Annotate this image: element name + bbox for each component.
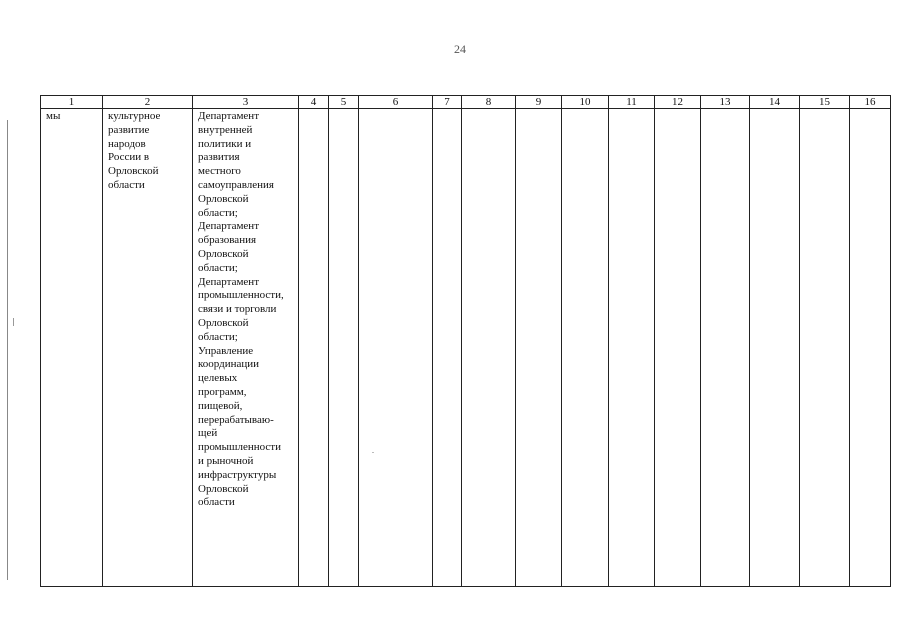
column-header-4: 4	[299, 96, 329, 109]
column-header-13: 13	[701, 96, 750, 109]
cell-col1-text: мы	[46, 110, 61, 122]
cell-col1	[41, 109, 103, 587]
page-number: 24	[454, 42, 466, 56]
column-header-3: 3	[193, 96, 299, 109]
cell-col3-text: Департамент внутренней политики и развития местного самоуправления Орловской области; Департамент образования Орловской области; Департамент промышленности, связи и торговли Орловской области; Управление координации целевых программ, пищевой, перерабатываю- щей промышленности и рыночной инфраструктуры Орловской области	[198, 110, 284, 509]
cell-col13	[701, 109, 750, 587]
program-table	[40, 95, 891, 587]
column-header-2: 2	[103, 96, 193, 109]
column-header-8: 8	[462, 96, 516, 109]
cell-col14	[750, 109, 800, 587]
column-header-16: 16	[850, 96, 891, 109]
column-header-6: 6	[359, 96, 433, 109]
cell-col2-text: культурное развитие народов России в Орловской области	[108, 110, 161, 191]
column-header-11: 11	[609, 96, 655, 109]
cell-col9	[516, 109, 562, 587]
column-header-12: 12	[655, 96, 701, 109]
column-header-1: 1	[41, 96, 103, 109]
cell-col5	[329, 109, 359, 587]
cell-col3	[193, 109, 299, 587]
column-header-9: 9	[516, 96, 562, 109]
column-header-10: 10	[562, 96, 609, 109]
cell-col15	[800, 109, 850, 587]
cell-col12	[655, 109, 701, 587]
cell-col4	[299, 109, 329, 587]
cell-col7	[433, 109, 462, 587]
cell-col11	[609, 109, 655, 587]
table-row	[41, 109, 891, 587]
cell-col10	[562, 109, 609, 587]
header-row	[41, 96, 891, 109]
cell-col8	[462, 109, 516, 587]
cell-col6	[359, 109, 433, 587]
margin-tick	[13, 318, 14, 326]
cell-col2	[103, 109, 193, 587]
column-header-14: 14	[750, 96, 800, 109]
cell-col16	[850, 109, 891, 587]
column-header-7: 7	[433, 96, 462, 109]
left-margin-line	[7, 120, 8, 580]
column-header-5: 5	[329, 96, 359, 109]
column-header-15: 15	[800, 96, 850, 109]
